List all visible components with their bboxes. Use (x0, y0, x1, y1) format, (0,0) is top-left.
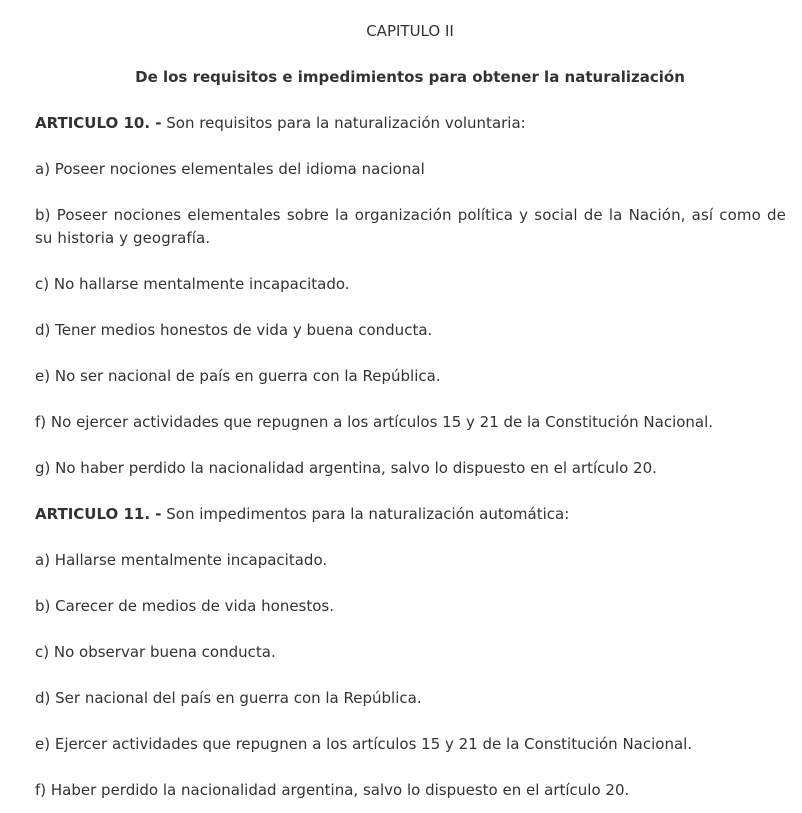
article-10-item-a: a) Poseer nociones elementales del idioma nacional (35, 160, 425, 178)
article-11-item-f: f) Haber perdido la nacionalidad argentina, salvo lo dispuesto en el artículo 20. (35, 781, 630, 799)
article-10-item-d: d) Tener medios honestos de vida y buena conducta. (35, 321, 433, 339)
article-10-item-b: b) Poseer nociones elementales sobre la organización política y social de la Nación, así como de su historia y geografía. (35, 206, 786, 247)
article-11-item-d: d) Ser nacional del país en guerra con la República. (35, 689, 422, 707)
chapter-subtitle: De los requisitos e impedimientos para obtener la naturalización (135, 68, 685, 86)
article-11-item-b: b) Carecer de medios de vida honestos. (35, 597, 335, 615)
article-10-label: ARTICULO 10. - (35, 114, 162, 132)
article-11-text: Son impedimentos para la naturalización automática: (161, 505, 570, 523)
article-11-intro (35, 503, 785, 526)
article-11-item-e: e) Ejercer actividades que repugnen a los artículos 15 y 21 de la Constitución Nacional. (35, 735, 693, 753)
article-11-item-c: c) No observar buena conducta. (35, 643, 276, 661)
article-10-intro (35, 112, 785, 135)
article-11-item-a: a) Hallarse mentalmente incapacitado. (35, 551, 328, 569)
article-10-item-g: g) No haber perdido la nacionalidad argentina, salvo lo dispuesto en el artículo 20. (35, 459, 657, 477)
chapter-heading: CAPITULO II (366, 22, 454, 40)
article-10-item-e: e) No ser nacional de país en guerra con la República. (35, 367, 441, 385)
article-11-label: ARTICULO 11. - (35, 505, 162, 523)
article-10-text: Son requisitos para la naturalización voluntaria: (161, 114, 526, 132)
article-10-item-f: f) No ejercer actividades que repugnen a los artículos 15 y 21 de la Constitución Nacional. (35, 413, 714, 431)
article-10-item-c: c) No hallarse mentalmente incapacitado. (35, 275, 350, 293)
